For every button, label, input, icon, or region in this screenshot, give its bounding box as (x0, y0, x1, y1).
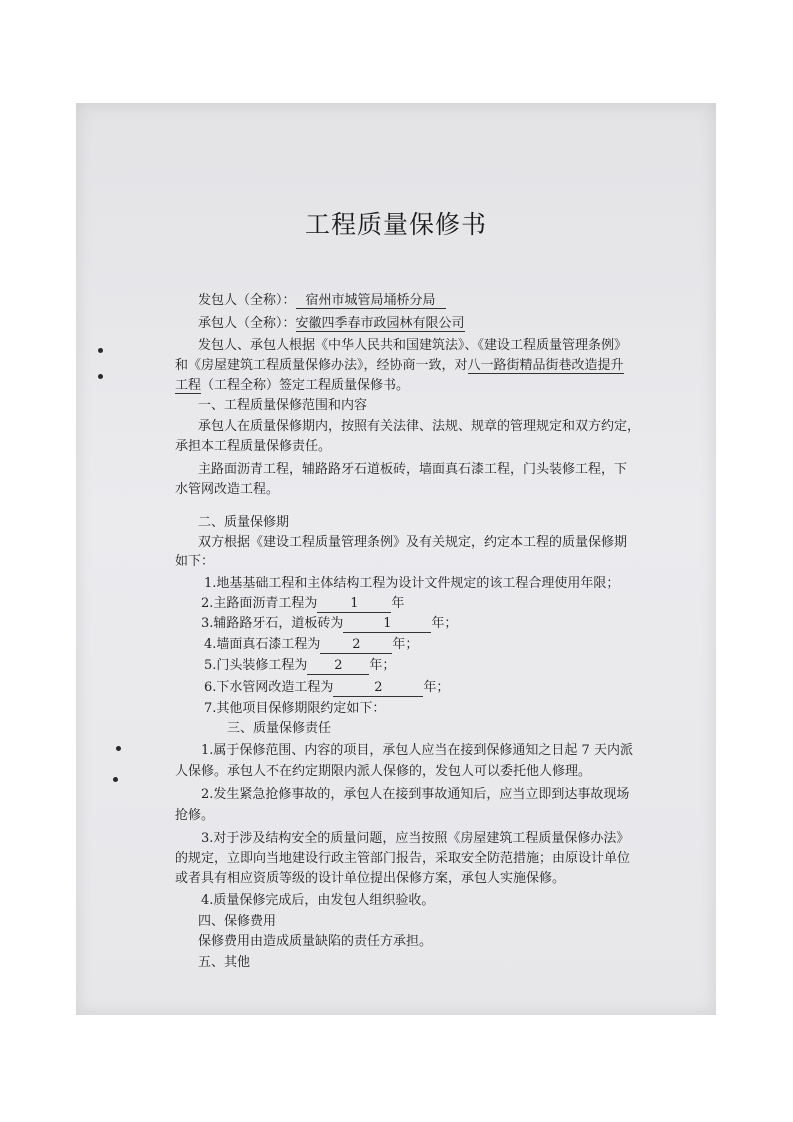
section3-clause: 或者具有相应资质等级的设计单位提出保修方案，承包人实施保修。 (175, 871, 566, 886)
warranty-years: 1 (317, 595, 391, 613)
punch-hole (98, 374, 103, 379)
section3-clause: 2.发生紧急抢修事故的，承包人在接到事故通知后，应当立即到达事故现场 (201, 787, 630, 802)
section3-clause: 3.对于涉及结构安全的质量问题，应当按照《房屋建筑工程质量保修办法》 (201, 831, 630, 846)
section2-paragraph: 双方根据《建设工程质量管理条例》及有关规定，约定本工程的质量保修期 (198, 535, 628, 550)
section5-heading: 五、其他 (198, 955, 251, 970)
contractor-label: 承包人（全称）： (198, 316, 296, 331)
warranty-years: 2 (333, 679, 423, 697)
issuer-label: 发包人（全称）： (198, 293, 296, 308)
issuer-row (198, 292, 446, 309)
project-name-suffix: 工程 (175, 378, 202, 393)
contractor-name: 安徽四季春市政园林有限公司 (295, 316, 465, 331)
project-name: 八一路街精品街巷改造提升 (467, 358, 624, 373)
section1-paragraph: 水管网改造工程。 (175, 482, 280, 497)
warranty-item: 4.墙面真石漆工程为 2 年； (204, 637, 419, 652)
section1-paragraph: 主路面沥青工程，辅路路牙石道板砖，墙面真石漆工程，门头装修工程，下 (198, 462, 628, 477)
contractor-row (198, 315, 465, 332)
warranty-item: 7.其他项目保修期限约定如下： (204, 701, 386, 716)
punch-hole (116, 746, 121, 751)
warranty-years: 1 (343, 615, 431, 633)
punch-hole (98, 348, 103, 353)
warranty-item: 3.辅路路牙石，道板砖为 1 年； (201, 616, 458, 631)
document-title: 工程质量保修书 (304, 210, 487, 239)
warranty-years: 2 (320, 636, 392, 654)
warranty-years: 2 (307, 657, 369, 675)
section3-clause: 抢修。 (175, 808, 215, 823)
issuer-name: 宿州市城管局埇桥分局 (296, 293, 446, 309)
intro-line-2: 和《房屋建筑工程质量保修办法》，经协商一致，对八一路街精品街巷改造提升 (175, 358, 624, 373)
section1-paragraph: 承包人在质量保修期内，按照有关法律、法规、规章的管理规定和双方约定， (198, 419, 641, 434)
warranty-item: 6.下水管网改造工程为 2 年； (204, 680, 450, 695)
section3-heading: 三、质量保修责任 (227, 721, 332, 736)
section3-clause: 4.质量保修完成后，由发包人组织验收。 (201, 893, 435, 908)
document-page (76, 103, 716, 1015)
section1-heading: 一、工程质量保修范围和内容 (198, 398, 368, 413)
section1-paragraph: 承担本工程质量保修责任。 (175, 439, 332, 454)
section2-paragraph: 如下： (175, 554, 215, 569)
warranty-item: 5.门头装修工程为 2 年； (204, 658, 396, 673)
section4-text: 保修费用由造成质量缺陷的责任方承担。 (198, 934, 433, 949)
punch-hole (113, 777, 118, 782)
intro-line-3: 工程（工程全称）签定工程质量保修书。 (175, 378, 410, 393)
intro-line-1: 发包人、承包人根据《中华人民共和国建筑法》、《建设工程质量管理条例》 (198, 338, 628, 353)
section3-clause: 人保修。承包人不在约定期限内派人保修的，发包人可以委托他人修理。 (175, 764, 592, 779)
section3-clause: 1.属于保修范围、内容的项目，承包人应当在接到保修通知之日起 7 天内派 (201, 743, 633, 758)
section2-heading: 二、质量保修期 (198, 515, 290, 530)
warranty-item: 1.地基基础工程和主体结构工程为设计文件规定的该工程合理使用年限； (204, 576, 620, 591)
section3-clause: 的规定，立即向当地建设行政主管部门报告，采取安全防范措施；由原设计单位 (175, 851, 631, 866)
section4-heading: 四、保修费用 (198, 914, 277, 929)
warranty-item: 2.主路面沥青工程为 1 年 (201, 596, 405, 611)
